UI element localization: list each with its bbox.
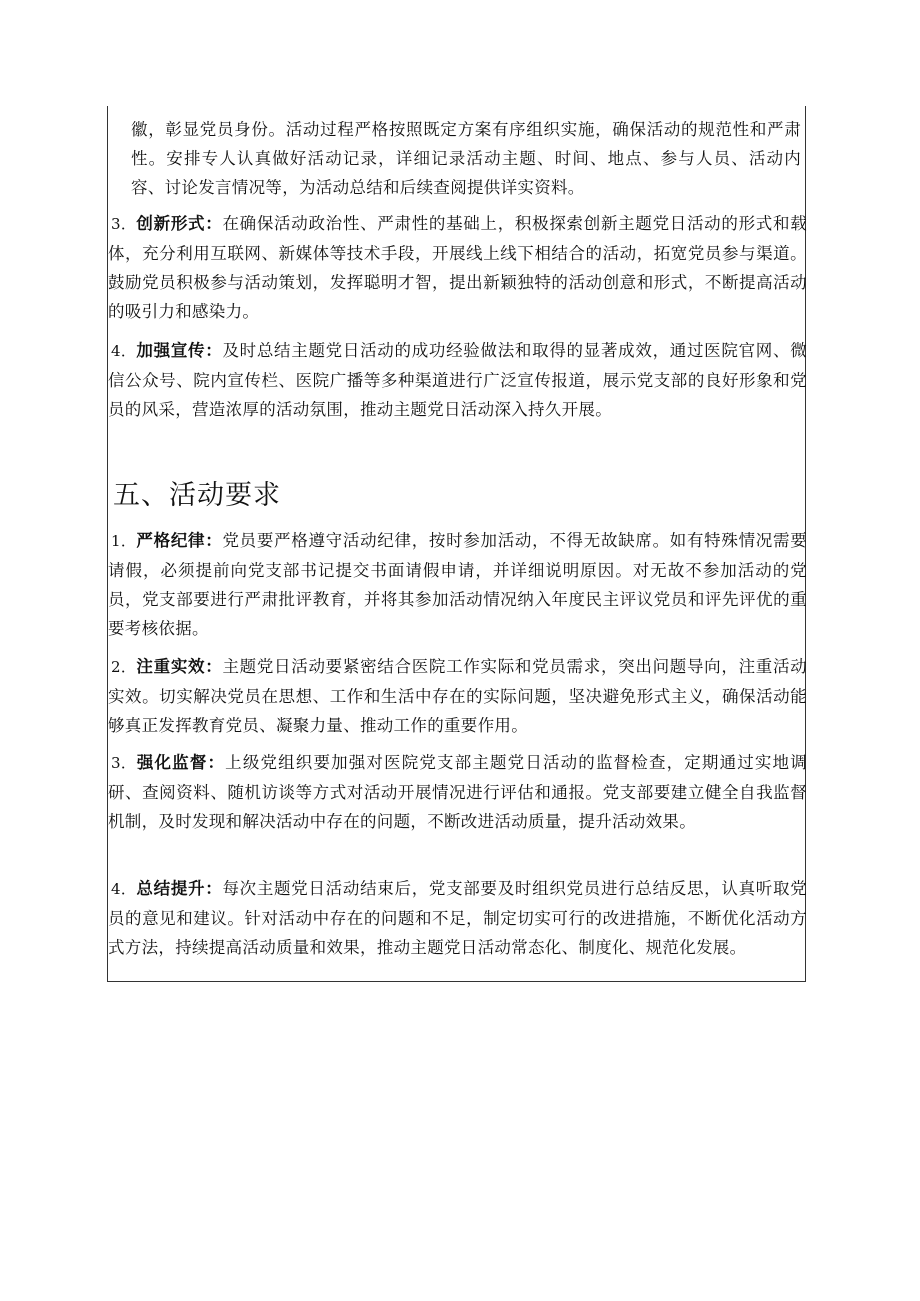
list-item	[108, 748, 807, 836]
item-number: 1．	[111, 532, 137, 550]
list-item	[108, 209, 807, 326]
list-item	[108, 336, 807, 424]
item-term: 加强宣传：	[136, 341, 223, 360]
item-number: 2．	[111, 658, 137, 676]
list-item	[108, 652, 807, 740]
item-number: 3．	[111, 215, 137, 233]
content-table-frame	[107, 106, 806, 982]
item-term: 注重实效：	[136, 657, 223, 676]
item-text: 党员要严格遵守活动纪律，按时参加活动，不得无故缺席。如有特殊情况需要请假，必须提前向党支部书记提交书面请假申请，并详细说明原因。对无故不参加活动的党员，党支部要进行严肃批评教育，并将其参加活动情况纳入年度民主评议党员和评先评优的重要考核依据。	[108, 531, 808, 638]
list-item	[108, 874, 807, 962]
item-term: 强化监督：	[136, 753, 226, 772]
item-term: 严格纪律：	[136, 531, 223, 550]
continued-paragraph: 徽，彰显党员身份。活动过程严格按照既定方案有序组织实施，确保活动的规范性和严肃性。安排专人认真做好活动记录，详细记录活动主题、时间、地点、参与人员、活动内容、讨论发言情况等，为活动总结和后续查阅提供详实资料。	[131, 120, 801, 197]
item-text: 上级党组织要加强对医院党支部主题党日活动的监督检查，定期通过实地调研、查阅资料、随机访谈等方式对活动开展情况进行评估和通报。党支部要建立健全自我监督机制，及时发现和解决活动中存在的问题，不断改进活动质量，提升活动效果。	[108, 753, 808, 831]
item-term: 总结提升：	[136, 879, 223, 898]
item-number: 3．	[111, 754, 137, 772]
item-text: 主题党日活动要紧密结合医院工作实际和党员需求，突出问题导向，注重活动实效。切实解决党员在思想、工作和生活中存在的实际问题，坚决避免形式主义，确保活动能够真正发挥教育党员、凝聚力量、推动工作的重要作用。	[108, 657, 808, 735]
item-number: 4．	[111, 880, 137, 898]
item-text: 及时总结主题党日活动的成功经验做法和取得的显著成效，通过医院官网、微信公众号、院内宣传栏、医院广播等多种渠道进行广泛宣传报道，展示党支部的良好形象和党员的风采，营造浓厚的活动氛围，推动主题党日活动深入持久开展。	[108, 341, 808, 419]
item-text: 每次主题党日活动结束后，党支部要及时组织党员进行总结反思，认真听取党员的意见和建议。针对活动中存在的问题和不足，制定切实可行的改进措施，不断优化活动方式方法，持续提高活动质量和效果，推动主题党日活动常态化、制度化、规范化发展。	[108, 879, 808, 957]
item-number: 4．	[111, 342, 137, 360]
item-term: 创新形式：	[136, 214, 223, 233]
section-heading: 五、活动要求	[113, 480, 281, 511]
item-text: 在确保活动政治性、严肃性的基础上，积极探索创新主题党日活动的形式和载体，充分利用互联网、新媒体等技术手段，开展线上线下相结合的活动，拓宽党员参与渠道。鼓励党员积极参与活动策划，发挥聪明才智，提出新颖独特的活动创意和形式，不断提高活动的吸引力和感染力。	[108, 214, 808, 321]
list-item	[108, 526, 807, 643]
